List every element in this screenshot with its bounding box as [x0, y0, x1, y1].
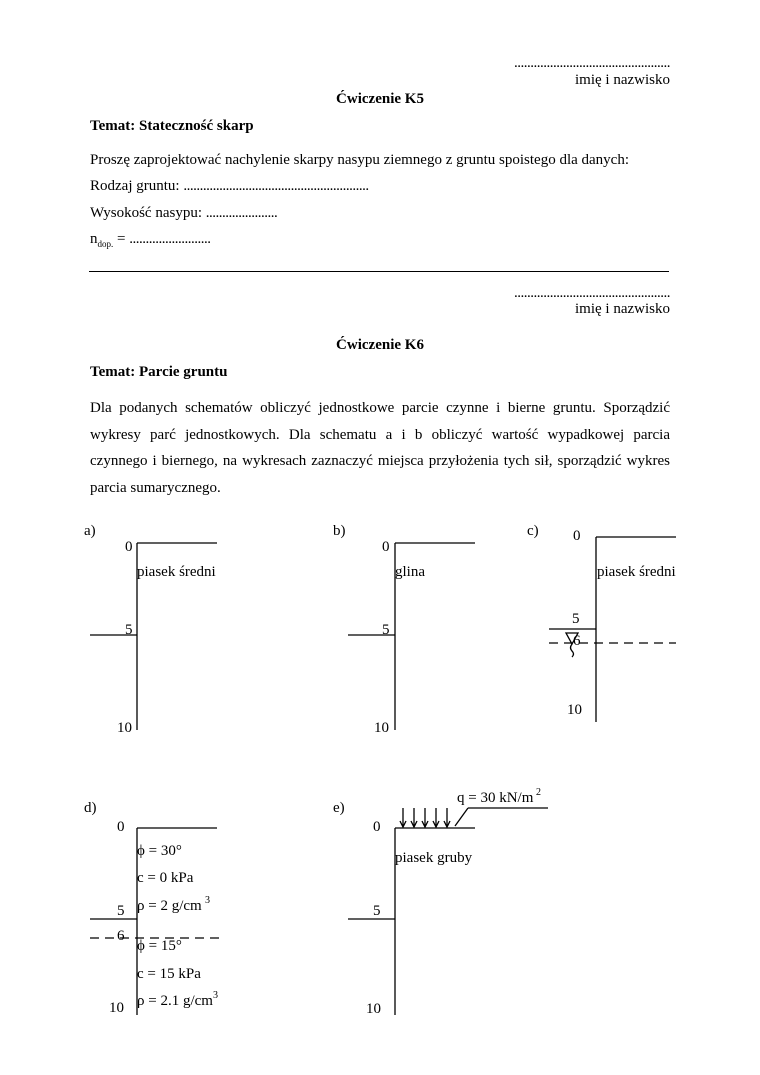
- scheme-d-layer1-rho-exp: 3: [205, 895, 210, 906]
- scheme-b-depth-0: 0: [382, 539, 390, 555]
- scheme-d-layer2-c: c = 15 kPa: [137, 966, 201, 982]
- scheme-d-depth-6: 6: [117, 928, 125, 944]
- scheme-e-load-exp: 2: [536, 787, 541, 798]
- k6-paragraph-line: czynnego i biernego, na wykresach zaznaczyć miejsca przyłożenia tych sił, sporządzić wykres: [90, 453, 670, 469]
- k5-signature-dots: ................................................: [514, 55, 670, 71]
- scheme-d-depth-0: 0: [117, 819, 125, 835]
- scheme-b-soil: glina: [395, 564, 425, 580]
- k6-signature-dots: ................................................: [514, 285, 670, 301]
- k5-topic: Temat: Stateczność skarp: [90, 118, 254, 134]
- scheme-d-depth-10: 10: [109, 1000, 124, 1016]
- k5-n-eq: =: [117, 231, 126, 247]
- scheme-d-layer1-c: c = 0 kPa: [137, 870, 194, 886]
- scheme-c-depth-0: 0: [573, 528, 581, 544]
- k5-soil-type-label: Rodzaj gruntu:: [90, 178, 180, 194]
- k6-title: Ćwiczenie K6: [336, 337, 424, 353]
- k6-signature-label: imię i nazwisko: [575, 301, 670, 317]
- scheme-d-layer1-rho: ρ = 2 g/cm: [137, 898, 202, 914]
- scheme-d-layer2-phi: ϕ = 15°: [137, 938, 182, 954]
- scheme-d-layer1-phi: ϕ = 30°: [137, 843, 182, 859]
- scheme-a-depth-5: 5: [125, 622, 133, 638]
- scheme-c-depth-6: 6: [573, 633, 581, 649]
- scheme-e-label: e): [333, 800, 345, 816]
- k5-intro: Proszę zaprojektować nachylenie skarpy nasypu ziemnego z gruntu spoistego dla danych:: [90, 152, 629, 168]
- k5-height-label: Wysokość nasypu:: [90, 205, 203, 221]
- scheme-e-depth-10: 10: [366, 1001, 381, 1017]
- k5-n-field[interactable]: .........................: [129, 231, 211, 247]
- scheme-c-soil: piasek średni: [597, 564, 676, 580]
- scheme-a-label: a): [84, 523, 96, 539]
- scheme-e-depth-0: 0: [373, 819, 381, 835]
- k5-soil-type-field[interactable]: .........................................................: [183, 178, 369, 194]
- k6-paragraph-line: parcia sumarycznego.: [90, 479, 221, 496]
- scheme-a-depth-10: 10: [117, 720, 132, 736]
- scheme-d-label: d): [84, 800, 97, 816]
- scheme-e-depth-5: 5: [373, 903, 381, 919]
- scheme-e-soil: piasek gruby: [395, 850, 473, 866]
- scheme-a-depth-0: 0: [125, 539, 133, 555]
- scheme-e-load: q = 30 kN/m: [457, 790, 534, 806]
- scheme-b-depth-10: 10: [374, 720, 389, 736]
- k5-n-label: n: [90, 231, 98, 247]
- scheme-d-depth-5: 5: [117, 903, 125, 919]
- scheme-c-label: c): [527, 523, 539, 539]
- scheme-a-soil: piasek średni: [137, 564, 216, 580]
- scheme-d-layer2-rho: ρ = 2.1 g/cm: [137, 993, 213, 1009]
- k5-signature-label: imię i nazwisko: [575, 72, 670, 88]
- scheme-b-depth-5: 5: [382, 622, 390, 638]
- scheme-b-label: b): [333, 523, 346, 539]
- k5-n-subscript: dop.: [97, 239, 114, 249]
- k5-title: Ćwiczenie K5: [336, 91, 424, 107]
- k6-paragraph-line: wykresy parć jednostkowych. Dla schematu a i b obliczyć wartość wypadkowej parcia: [90, 426, 670, 443]
- scheme-d-layer2-rho-exp: 3: [213, 990, 218, 1001]
- k5-height-field[interactable]: ......................: [205, 205, 278, 221]
- k6-topic: Temat: Parcie gruntu: [90, 364, 228, 380]
- k6-paragraph-line: Dla podanych schematów obliczyć jednostkowe parcie czynne i bierne gruntu. Sporządzić: [90, 400, 670, 416]
- surcharge-load-arrows-icon: [400, 808, 450, 827]
- scheme-c-depth-5: 5: [572, 611, 580, 627]
- scheme-c-depth-10: 10: [567, 702, 582, 718]
